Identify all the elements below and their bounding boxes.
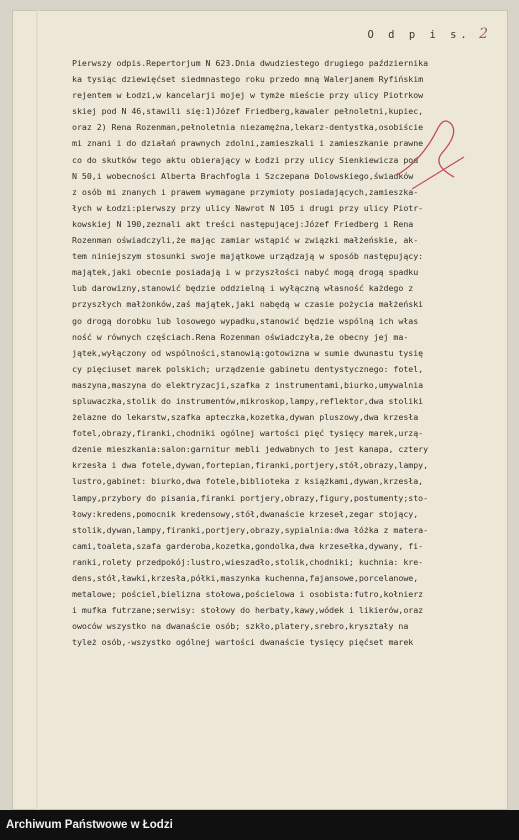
text-line: metalowe; pościel,bielizna stołowa,pościelowa i osobista:futro,kołnierz: [72, 589, 424, 600]
page-number: 2: [479, 26, 488, 42]
text-line: kowskiej N 190,zeznali akt treści następującej:Józef Friedberg i Rena: [72, 218, 414, 229]
text-line: tem niniejszym stosunki swoje majątkowe urządzają w sposób następujący:: [72, 251, 424, 262]
archive-footer: [0, 810, 519, 840]
text-line: rejentem w Łodzi,w kancelarji mojej w tymże mieście przy ulicy Piotrkow: [72, 90, 424, 101]
text-line: Pierwszy odpis.Repertorjum N 623.Dnia dwudziestego drugiego października: [72, 58, 429, 68]
text-line: oraz 2) Rena Rozenman,pełnoletnia niezamężna,lekarz-dentystka,osobiście: [72, 122, 424, 133]
text-line: dzenie mieszkania:salon:garnitur mebli jedwabnych to jest kanapa, cztery: [72, 444, 429, 455]
text-line: N 50,i wobecności Alberta Brachfogla i Szczepana Dolowskiego,świadków: [72, 170, 414, 181]
text-line: maszyna,maszyna do elektryzacji,szafka z instrumentami,biurko,umywalnia: [72, 379, 424, 390]
text-line: tyleż osób,-wszystko ogólnej wartości dwanaście tysięcy pięćset marek: [72, 637, 414, 648]
text-line: łowy:kredens,pomocnik kredensowy,stół,dwanaście krzeseł,zegar stojący,: [72, 508, 419, 519]
text-line: przyszłych małżonków,zaś majątek,jaki nabędą w czasie pożycia małżeński: [72, 299, 424, 310]
text-line: ranki,rolety przedpokój:lustro,wieszadło,stolik,chodniki; kuchnia: kre-: [72, 556, 424, 567]
document-body: [72, 55, 502, 650]
text-line: cami,toaleta,szafa garderoba,kozetka,gondolka,dwa krzesełka,dywany, fi-: [72, 540, 424, 551]
document-page: [12, 10, 508, 810]
text-line: stolik,dywan,lampy,firanki,portjery,obrazy,sypialnia:dwa łóżka z matera-: [72, 524, 429, 535]
copy-label: O d p i s.: [367, 29, 471, 41]
page-header: [368, 26, 488, 42]
text-line: z osób mi znanych i prawem wymagane przymioty posiadających,zamieszka-: [72, 186, 419, 197]
text-line: skiej pod N 46,stawili się:1)Józef Friedberg,kawaler pełnoletni,kupiec,: [72, 106, 424, 117]
text-line: fotel,obrazy,firanki,chodniki ogólnej wartości pięć tysięcy marek,urzą-: [72, 428, 424, 439]
text-line: i mufka futrzane;serwisy: stołowy do herbaty,kawy,wódek i likierów,oraz: [72, 605, 424, 616]
text-line: żelazne do lekarstw,szafka apteczka,kozetka,dywan pluszowy,dwa krzesła: [72, 412, 419, 423]
text-line: mi znani i do działań prawnych zdolni,zamieszkali i zamieszkanie prawne: [72, 138, 424, 149]
text-line: ność w równych częściach.Rena Rozenman oświadczyła,że obecny jej ma-: [72, 331, 409, 342]
page-fold: [36, 10, 39, 810]
archive-name: Archiwum Państwowe w Łodzi: [6, 819, 173, 831]
text-line: ka tysiąc dziewięćset siedmnastego roku przedo mną Walerjanem Ryfińskim: [72, 74, 424, 85]
text-line: lustro,gabinet: biurko,dwa fotele,biblioteka z książkami,dywan,krzesła,: [72, 476, 424, 487]
text-line: co do skutków tego aktu obierający w Łodzi przy ulicy Sienkiewicza pod: [72, 154, 419, 165]
text-line: spluwaczka,stolik do instrumentów,mikroskop,lampy,reflektor,dwa stoliki: [72, 395, 424, 406]
text-line: jątek,wyłączony od wspólności,stanowią:gotowizna w sumie dwunastu tysię: [72, 347, 424, 358]
text-line: majątek,jaki obecnie posiadają i w przyszłości nabyć mogą drogą spadku: [72, 267, 419, 278]
text-line: owoców wszystko na dwanaście osób; szkło,platery,srebro,kryształy na: [72, 621, 409, 632]
text-line: Rozenman oświadczyli,że mając zamiar wstąpić w związki małżeńskie, ak-: [72, 235, 419, 246]
text-line: lampy,przybory do pisania,firanki portjery,obrazy,figury,postumenty;sto-: [72, 492, 429, 503]
text-line: dens,stół,ławki,krzesła,półki,maszynka kuchenna,fajansowe,porcelanowe,: [72, 573, 419, 583]
text-line: cy pięciuset marek polskich; urządzenie gabinetu dentystycznego: fotel,: [72, 363, 424, 374]
text-line: go drogą dorobku lub losowego wypadku,stanowić będzie wspólną ich włas: [72, 315, 419, 326]
text-line: łych w Łodzi:pierwszy przy ulicy Nawrot N 105 i drugi przy ulicy Piotr-: [72, 202, 424, 213]
text-line: lub darowizny,stanowić będzie oddzielną i wyłączną własność każdego z: [72, 283, 414, 294]
text-line: krzesła i dwa fotele,dywan,fortepian,firanki,portjery,stół,obrazy,lampy,: [72, 460, 429, 471]
